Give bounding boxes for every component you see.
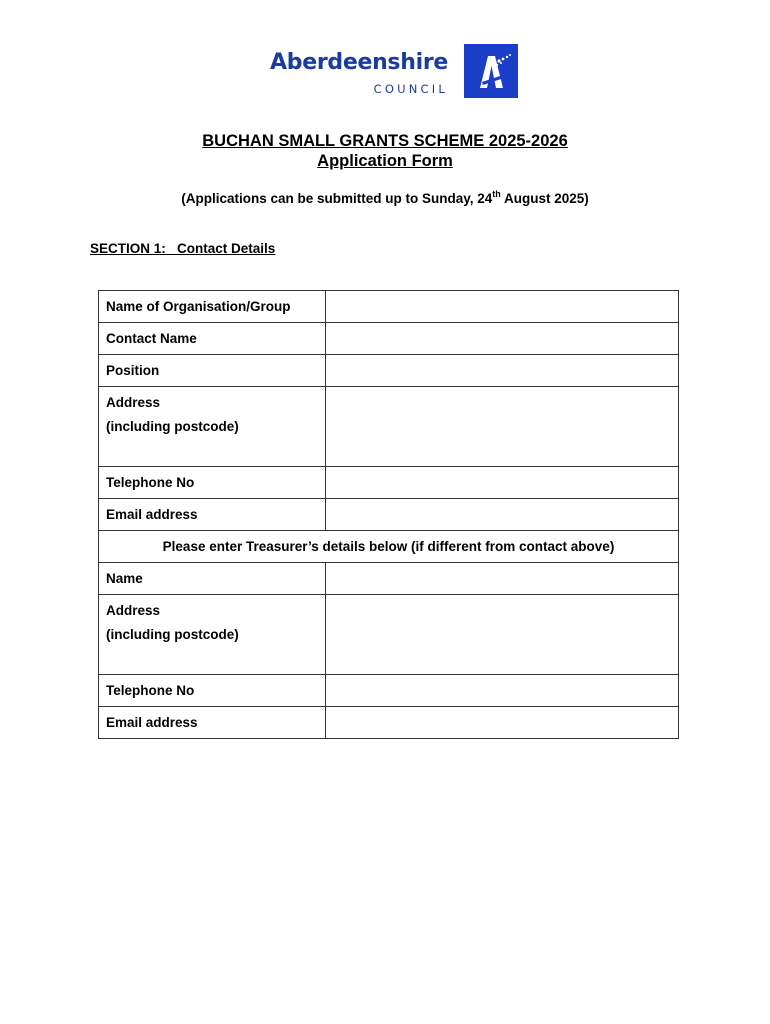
treasurer-address-field[interactable]: [326, 595, 679, 675]
treasurer-telephone-label: Telephone No: [99, 675, 326, 707]
treasurer-name-row: [99, 563, 679, 595]
address-field[interactable]: [326, 387, 679, 467]
submission-deadline-note: [0, 189, 770, 209]
deadline-note-start: (Applications can be submitted up to Sunday, 24: [181, 191, 493, 206]
position-field[interactable]: [326, 355, 679, 387]
email-label: Email address: [99, 499, 326, 531]
address-label: Address: [106, 395, 161, 410]
position-label: Position: [99, 355, 326, 387]
treasurer-heading-row: [99, 531, 679, 563]
logo-name: Aberdeenshire: [270, 50, 448, 75]
address-label-cell: [99, 387, 326, 467]
treasurer-email-label: Email address: [99, 707, 326, 739]
treasurer-name-label: Name: [99, 563, 326, 595]
contact-name-row: [99, 323, 679, 355]
treasurer-email-row: [99, 707, 679, 739]
organisation-row: [99, 291, 679, 323]
email-field[interactable]: [326, 499, 679, 531]
scheme-title: BUCHAN SMALL GRANTS SCHEME 2025-2026: [202, 132, 568, 150]
deadline-note-end: August 2025): [500, 191, 589, 206]
organisation-label: Name of Organisation/Group: [99, 291, 326, 323]
address-row: [99, 387, 679, 467]
council-logo: [252, 44, 520, 100]
treasurer-address-label: Address: [106, 603, 161, 618]
position-row: [99, 355, 679, 387]
logo-council: COUNCIL: [373, 82, 448, 96]
address-sub-label: (including postcode): [106, 419, 239, 434]
treasurer-telephone-field[interactable]: [326, 675, 679, 707]
treasurer-address-row: [99, 595, 679, 675]
deadline-note-suffix: th: [492, 189, 501, 199]
aberdeenshire-a-icon: [464, 44, 518, 98]
logo-wordmark: [252, 50, 448, 98]
contact-name-label: Contact Name: [99, 323, 326, 355]
telephone-field[interactable]: [326, 467, 679, 499]
email-row: [99, 499, 679, 531]
section-heading: SECTION 1: Contact Details: [90, 241, 276, 256]
treasurer-email-field[interactable]: [326, 707, 679, 739]
telephone-label: Telephone No: [99, 467, 326, 499]
treasurer-address-sub-label: (including postcode): [106, 627, 239, 642]
treasurer-name-field[interactable]: [326, 563, 679, 595]
telephone-row: [99, 467, 679, 499]
organisation-field[interactable]: [326, 291, 679, 323]
contact-details-table: [98, 290, 679, 739]
treasurer-telephone-row: [99, 675, 679, 707]
treasurer-heading: Please enter Treasurer’s details below (if different from contact above): [99, 531, 679, 563]
contact-name-field[interactable]: [326, 323, 679, 355]
treasurer-address-label-cell: [99, 595, 326, 675]
form-title: Application Form: [317, 152, 453, 170]
